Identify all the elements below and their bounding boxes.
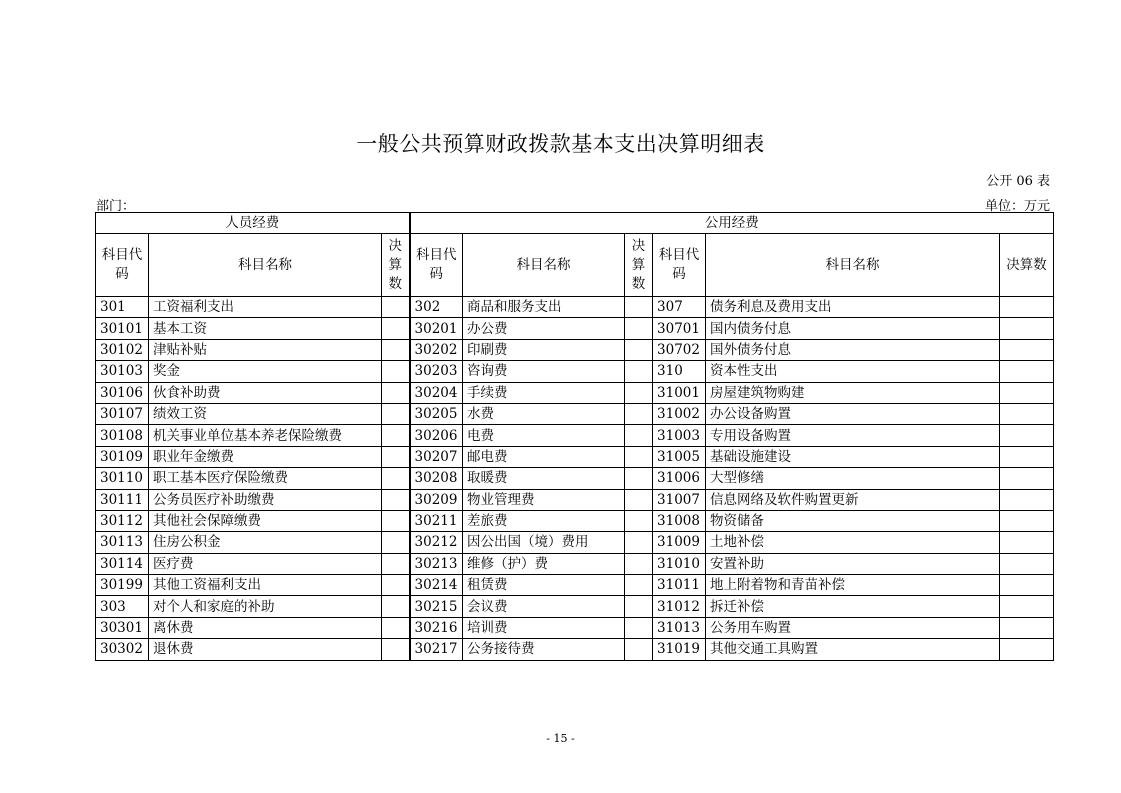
subject-name: 物业管理费 <box>463 489 625 510</box>
amount-value <box>1000 553 1054 574</box>
table-row <box>96 510 1054 531</box>
table-row <box>96 639 1054 660</box>
subject-name: 工资福利支出 <box>149 297 382 318</box>
amount-value <box>1000 318 1054 339</box>
amount-value <box>382 403 410 424</box>
subject-code: 30217 <box>410 639 463 660</box>
subject-name: 差旅费 <box>463 510 625 531</box>
subject-code: 30204 <box>410 382 463 403</box>
amount-value <box>625 468 653 489</box>
amount-value <box>1000 403 1054 424</box>
amount-value <box>1000 446 1054 467</box>
amount-value <box>1000 425 1054 446</box>
subject-code: 31019 <box>653 639 706 660</box>
amount-value <box>382 596 410 617</box>
subject-name: 医疗费 <box>149 553 382 574</box>
subject-name: 办公费 <box>463 318 625 339</box>
amount-value <box>382 361 410 382</box>
subject-code: 30109 <box>96 446 149 467</box>
amount-value <box>625 446 653 467</box>
subject-name: 拆迁补偿 <box>706 596 1000 617</box>
subject-name: 电费 <box>463 425 625 446</box>
subject-code: 31007 <box>653 489 706 510</box>
subject-name: 伙食补助费 <box>149 382 382 403</box>
header-amount: 决算数 <box>382 234 410 297</box>
subject-code: 30112 <box>96 510 149 531</box>
table-row <box>96 382 1054 403</box>
subject-name: 退休费 <box>149 639 382 660</box>
subject-code: 30111 <box>96 489 149 510</box>
subject-code: 310 <box>653 361 706 382</box>
table-row <box>96 596 1054 617</box>
subject-code: 30108 <box>96 425 149 446</box>
amount-value <box>625 297 653 318</box>
subject-code: 307 <box>653 297 706 318</box>
subject-code: 31005 <box>653 446 706 467</box>
subject-code: 30101 <box>96 318 149 339</box>
amount-value <box>382 339 410 360</box>
group-header-personnel: 人员经费 <box>96 213 410 234</box>
subject-code: 30208 <box>410 468 463 489</box>
amount-value <box>382 318 410 339</box>
subject-code: 30113 <box>96 532 149 553</box>
table-row <box>96 489 1054 510</box>
table-row <box>96 446 1054 467</box>
subject-name: 住房公积金 <box>149 532 382 553</box>
table-row <box>96 617 1054 638</box>
subject-code: 30114 <box>96 553 149 574</box>
amount-value <box>625 575 653 596</box>
subject-name: 离休费 <box>149 617 382 638</box>
amount-value <box>625 339 653 360</box>
subject-code: 31008 <box>653 510 706 531</box>
amount-value <box>382 553 410 574</box>
subject-name: 奖金 <box>149 361 382 382</box>
subject-code: 30107 <box>96 403 149 424</box>
subject-code: 30199 <box>96 575 149 596</box>
header-name: 科目名称 <box>149 234 382 297</box>
subject-name: 房屋建筑物购建 <box>706 382 1000 403</box>
amount-value <box>382 446 410 467</box>
subject-name: 债务利息及费用支出 <box>706 297 1000 318</box>
subject-name: 土地补偿 <box>706 532 1000 553</box>
table-row <box>96 318 1054 339</box>
subject-name: 手续费 <box>463 382 625 403</box>
amount-value <box>1000 361 1054 382</box>
header-code: 科目代码 <box>96 234 149 297</box>
subject-name: 因公出国（境）费用 <box>463 532 625 553</box>
subject-code: 31009 <box>653 532 706 553</box>
subject-name: 对个人和家庭的补助 <box>149 596 382 617</box>
amount-value <box>625 617 653 638</box>
amount-value <box>382 639 410 660</box>
table-number: 公开 06 表 <box>986 174 1050 189</box>
subject-name: 公务用车购置 <box>706 617 1000 638</box>
table-row <box>96 425 1054 446</box>
page-title: 一般公共预算财政拨款基本支出决算明细表 <box>356 132 765 156</box>
subject-name: 商品和服务支出 <box>463 297 625 318</box>
amount-value <box>625 361 653 382</box>
subject-code: 30103 <box>96 361 149 382</box>
amount-value <box>625 639 653 660</box>
subject-code: 30301 <box>96 617 149 638</box>
subject-name: 印刷费 <box>463 339 625 360</box>
subject-name: 基础设施建设 <box>706 446 1000 467</box>
subject-code: 31013 <box>653 617 706 638</box>
subject-name: 租赁费 <box>463 575 625 596</box>
header-name: 科目名称 <box>463 234 625 297</box>
subject-name: 公务员医疗补助缴费 <box>149 489 382 510</box>
subject-code: 30205 <box>410 403 463 424</box>
page-number: - 15 - <box>546 732 575 745</box>
subject-code: 31010 <box>653 553 706 574</box>
subject-code: 301 <box>96 297 149 318</box>
subject-name: 咨询费 <box>463 361 625 382</box>
subject-name: 会议费 <box>463 596 625 617</box>
unit-label: 单位：万元 <box>984 199 1050 214</box>
subject-name: 地上附着物和青苗补偿 <box>706 575 1000 596</box>
header-name: 科目名称 <box>706 234 1000 297</box>
subject-name: 取暖费 <box>463 468 625 489</box>
table-row <box>96 297 1054 318</box>
amount-value <box>1000 617 1054 638</box>
subject-code: 30106 <box>96 382 149 403</box>
amount-value <box>1000 382 1054 403</box>
subject-code: 30214 <box>410 575 463 596</box>
header-code: 科目代码 <box>410 234 463 297</box>
amount-value <box>625 382 653 403</box>
subject-code: 31003 <box>653 425 706 446</box>
subject-code: 30216 <box>410 617 463 638</box>
subject-code: 30211 <box>410 510 463 531</box>
subject-code: 31002 <box>653 403 706 424</box>
amount-value <box>382 532 410 553</box>
amount-value <box>382 468 410 489</box>
amount-value <box>1000 575 1054 596</box>
amount-value <box>1000 596 1054 617</box>
subject-code: 30701 <box>653 318 706 339</box>
subject-name: 邮电费 <box>463 446 625 467</box>
subject-code: 30202 <box>410 339 463 360</box>
table-row <box>96 575 1054 596</box>
subject-code: 30213 <box>410 553 463 574</box>
amount-value <box>1000 532 1054 553</box>
subject-code: 31011 <box>653 575 706 596</box>
subject-name: 基本工资 <box>149 318 382 339</box>
subject-name: 国内债务付息 <box>706 318 1000 339</box>
amount-value <box>382 297 410 318</box>
group-header-public: 公用经费 <box>410 213 1054 234</box>
subject-code: 30209 <box>410 489 463 510</box>
table-row <box>96 339 1054 360</box>
amount-value <box>625 489 653 510</box>
amount-value <box>625 318 653 339</box>
subject-name: 职业年金缴费 <box>149 446 382 467</box>
subject-code: 30110 <box>96 468 149 489</box>
amount-value <box>625 553 653 574</box>
subject-name: 大型修缮 <box>706 468 1000 489</box>
table-row <box>96 403 1054 424</box>
header-amount: 决算数 <box>625 234 653 297</box>
amount-value <box>382 382 410 403</box>
department-label: 部门： <box>96 199 136 214</box>
subject-code: 30215 <box>410 596 463 617</box>
subject-code: 31012 <box>653 596 706 617</box>
subject-name: 津贴补贴 <box>149 339 382 360</box>
subject-name: 信息网络及软件购置更新 <box>706 489 1000 510</box>
subject-name: 其他交通工具购置 <box>706 639 1000 660</box>
subject-name: 资本性支出 <box>706 361 1000 382</box>
amount-value <box>625 596 653 617</box>
amount-value <box>382 510 410 531</box>
subject-code: 30207 <box>410 446 463 467</box>
subject-code: 31001 <box>653 382 706 403</box>
table-row <box>96 468 1054 489</box>
subject-code: 30702 <box>653 339 706 360</box>
amount-value <box>1000 489 1054 510</box>
subject-name: 维修（护）费 <box>463 553 625 574</box>
subject-name: 其他工资福利支出 <box>149 575 382 596</box>
amount-value <box>625 425 653 446</box>
subject-name: 职工基本医疗保险缴费 <box>149 468 382 489</box>
header-code: 科目代码 <box>653 234 706 297</box>
subject-code: 303 <box>96 596 149 617</box>
subject-code: 302 <box>410 297 463 318</box>
amount-value <box>1000 468 1054 489</box>
subject-code: 30203 <box>410 361 463 382</box>
amount-value <box>382 617 410 638</box>
subject-name: 培训费 <box>463 617 625 638</box>
subject-name: 绩效工资 <box>149 403 382 424</box>
amount-value <box>1000 339 1054 360</box>
subject-code: 30102 <box>96 339 149 360</box>
subject-code: 30206 <box>410 425 463 446</box>
amount-value <box>1000 297 1054 318</box>
subject-name: 公务接待费 <box>463 639 625 660</box>
header-amount: 决算数 <box>1000 234 1054 297</box>
subject-code: 31006 <box>653 468 706 489</box>
subject-code: 30212 <box>410 532 463 553</box>
subject-name: 专用设备购置 <box>706 425 1000 446</box>
amount-value <box>382 575 410 596</box>
expenditure-table <box>95 212 1054 661</box>
subject-code: 30201 <box>410 318 463 339</box>
table-row <box>96 553 1054 574</box>
subject-code: 30302 <box>96 639 149 660</box>
amount-value <box>1000 510 1054 531</box>
amount-value <box>625 532 653 553</box>
amount-value <box>625 510 653 531</box>
subject-name: 机关事业单位基本养老保险缴费 <box>149 425 382 446</box>
table-row <box>96 532 1054 553</box>
amount-value <box>625 403 653 424</box>
subject-name: 安置补助 <box>706 553 1000 574</box>
amount-value <box>382 425 410 446</box>
amount-value <box>1000 639 1054 660</box>
subject-name: 其他社会保障缴费 <box>149 510 382 531</box>
table-row <box>96 361 1054 382</box>
subject-name: 国外债务付息 <box>706 339 1000 360</box>
subject-name: 物资储备 <box>706 510 1000 531</box>
subject-name: 水费 <box>463 403 625 424</box>
subject-name: 办公设备购置 <box>706 403 1000 424</box>
amount-value <box>382 489 410 510</box>
